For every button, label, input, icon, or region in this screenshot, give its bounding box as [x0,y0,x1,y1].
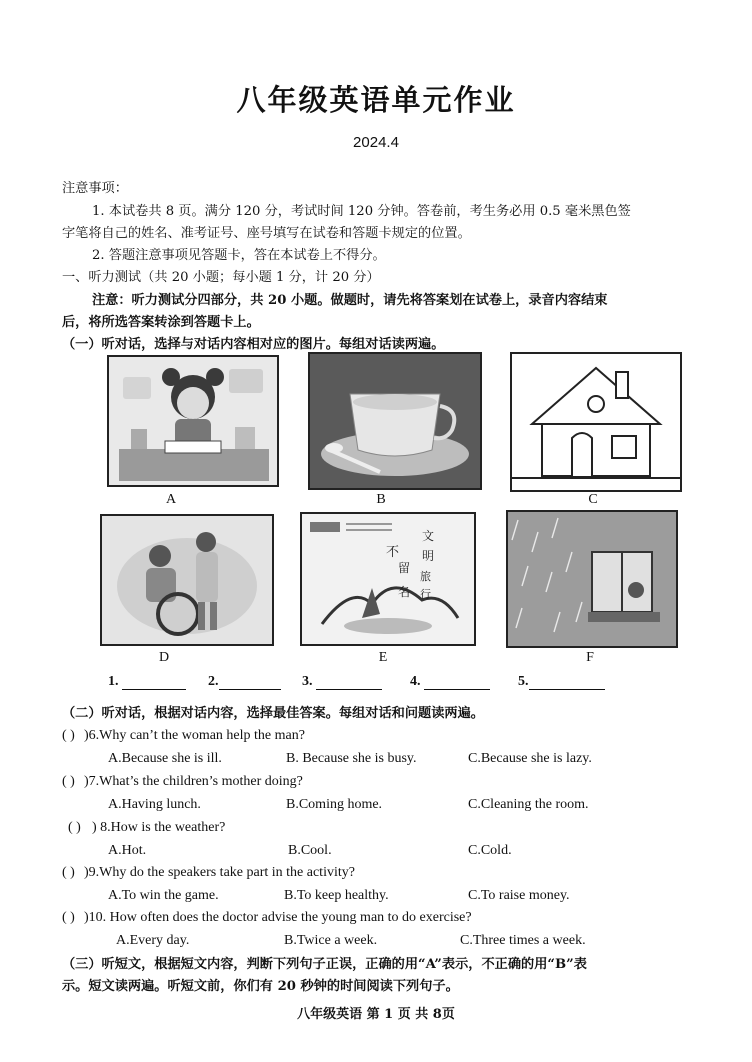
picture-f-label: F [586,650,594,665]
picture-a-girl-studying [107,355,279,487]
q6-stem: )6.Why can’t the woman help the man? [84,728,305,743]
picture-d-label: D [158,650,170,665]
section2-heading: （二）听对话，根据对话内容，选择最佳答案。每组对话和问题读两遍。 [62,706,484,721]
q6-option-b: B. Because she is busy. [286,751,417,766]
notes-item1-line2: 字笔将自己的姓名、准考证号、座号填写在试卷和答题卡规定的位置。 [62,226,471,241]
q6-option-c: C.Because she is lazy. [468,751,592,766]
q7-stem: )7.What’s the children’s mother doing? [84,774,303,789]
page-title: 八年级英语单元作业 [236,83,516,117]
picture-e-travel-sign [300,512,476,646]
picture-d-wheelchair-helper [100,514,274,646]
q10-option-c: C.Three times a week. [460,933,586,948]
q9-option-a: A.To win the game. [108,888,219,903]
answer-blank-2[interactable] [208,674,281,690]
notes-item2: 2. 答题注意事项见答题卡，答在本试卷上不得分。 [92,248,386,263]
q8-option-a: A.Hot. [108,843,147,858]
sign-char-4: 留 [398,561,411,575]
sign-char-5: 旅 [420,570,431,583]
q9-option-c: C.To raise money. [468,888,570,903]
section1-heading: 一、听力测试（共 20 小题；每小题 1 分，计 20 分） [62,270,380,285]
sign-char-6: 行 [420,588,431,601]
picture-f-rainy-window [506,510,678,648]
sign-char-2: 文 [422,529,435,543]
answer-blank-1[interactable] [108,674,186,690]
q10-stem: )10. How often does the doctor advise the young man to do exercise? [84,910,472,925]
q10-option-b: B.Twice a week. [284,933,378,948]
answer-blank-4[interactable] [410,674,490,690]
q6-answer-box[interactable]: ( ) [62,728,75,743]
sign-char-1: 不 [386,545,400,560]
picture-a-label: A [165,492,177,507]
q8-stem: ) 8.How is the weather? [92,820,226,835]
q9-stem: )9.Why do the speakers take part in the activity? [84,865,355,880]
section3-line2: 示。短文读两遍。听短文前，你们有 20 秒钟的时间阅读下列句子。 [62,979,459,994]
picture-c-label: C [588,492,598,507]
section3-line1: （三）听短文，根据短文内容，判断下列句子正误，正确的用“A”表示，不正确的用“B”表 [62,957,587,972]
q9-answer-box[interactable]: ( ) [62,865,75,880]
q10-answer-box[interactable]: ( ) [62,910,75,925]
sign-char-7: 名 [398,585,411,599]
q7-option-c: C.Cleaning the room. [468,797,589,812]
q7-option-b: B.Coming home. [286,797,383,812]
notes-item1-line1: 1. 本试卷共 8 页。满分 120 分，考试时间 120 分钟。答卷前，考生务必用 0.5 毫米黑色签 [92,204,631,219]
answer-number-5: 5. [518,674,529,689]
q9-option-b: B.To keep healthy. [284,888,389,903]
notes-heading: 注意事项： [62,181,128,196]
section1-part1-heading: （一）听对话，选择与对话内容相对应的图片。每组对话读两遍。 [62,337,445,352]
picture-e-label: E [378,650,388,665]
q6-option-a: A.Because she is ill. [108,751,222,766]
picture-c-house [510,352,682,492]
answer-blank-5[interactable] [518,674,605,690]
q8-option-b: B.Cool. [288,843,332,858]
q7-answer-box[interactable]: ( ) [62,774,75,789]
q8-option-c: C.Cold. [468,843,512,858]
answer-number-2: 2. [208,674,219,689]
section1-notice-line2: 后，将所选答案转涂到答题卡上。 [62,315,260,330]
q8-answer-box[interactable]: ( ) [68,820,81,835]
sign-char-3: 明 [422,549,435,563]
page-footer: 八年级英语 第 1 页 共 8页 [297,1007,455,1022]
q7-option-a: A.Having lunch. [108,797,201,812]
q10-option-a: A.Every day. [116,933,190,948]
picture-b-label: B [376,492,386,507]
exam-date: 2024.4 [353,134,399,151]
answer-number-3: 3. [302,674,313,689]
answer-number-4: 4. [410,674,421,689]
answer-blank-3[interactable] [302,674,382,690]
picture-b-cup-of-tea [308,352,482,490]
answer-number-1: 1. [108,674,119,689]
section1-notice-line1: 注意：听力测试分四部分，共 20 小题。做题时，请先将答案划在试卷上，录音内容结束 [92,293,608,308]
